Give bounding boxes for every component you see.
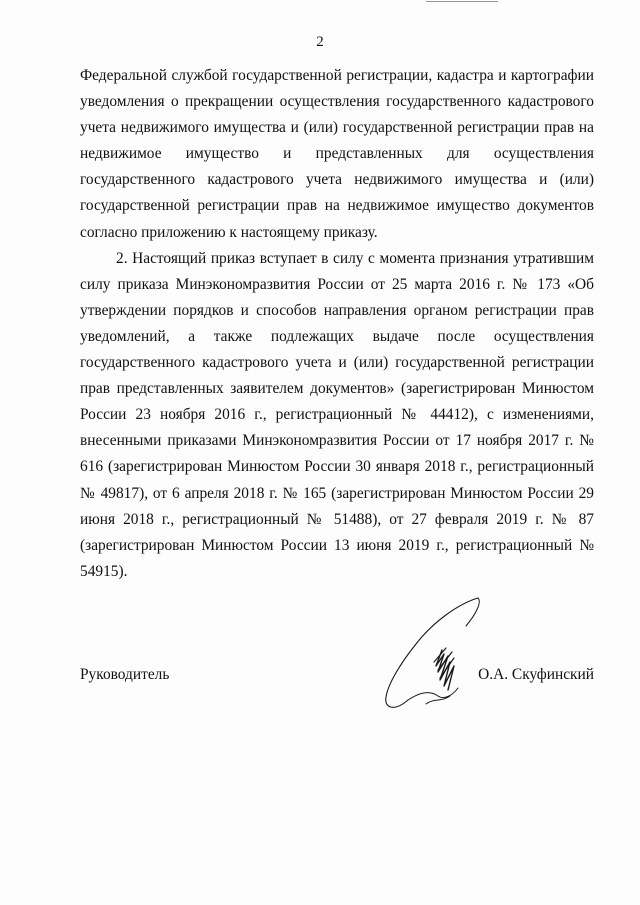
document-body [80,63,594,585]
paragraph-item-2: 2. Настоящий приказ вступает в силу с момента признания утратившим силу приказа Минэкономразвития России от 25 марта 2016 г. № 173 «Об утверждении порядков и способов направления органом регистрации прав уведомлений, а также подлежащих выдаче после осуществления государственного кадастрового учета и (или) государственной регистрации прав представленных заявителем документов» (зарегистрирован Минюстом России 23 ноября 2016 г., регистрационный № 44412), с изменениями, внесенными приказами Минэкономразвития России от 17 ноября 2017 г. № 616 (зарегистрирован Минюстом России 30 января 2018 г., регистрационный № 49817), от 6 апреля 2018 г. № 165 (зарегистрирован Минюстом России 29 июня 2018 г., регистрационный № 51488), от 27 февраля 2019 г. № 87 (зарегистрирован Минюстом России 13 июня 2019 г., регистрационный № 54915). [80,249,594,580]
scan-artifact-line [426,1,498,2]
signatory-position: Руководитель [80,666,170,683]
signatory-name: О.А. Скуфинский [478,666,594,683]
signature-block [80,660,594,700]
page-number: 2 [316,34,324,50]
handwritten-signature [378,592,488,722]
paragraph-continuation: Федеральной службой государственной регистрации, кадастра и картографии уведомления о прекращении осуществления государственного кадастрового учета недвижимого имущества и (или) государственной регистрации прав на недвижимое имущество и представленных для осуществления государственного кадастрового учета недвижимого имущества и (или) государственной регистрации прав на недвижимое имущество документов согласно приложению к настоящему приказу. [80,67,594,241]
